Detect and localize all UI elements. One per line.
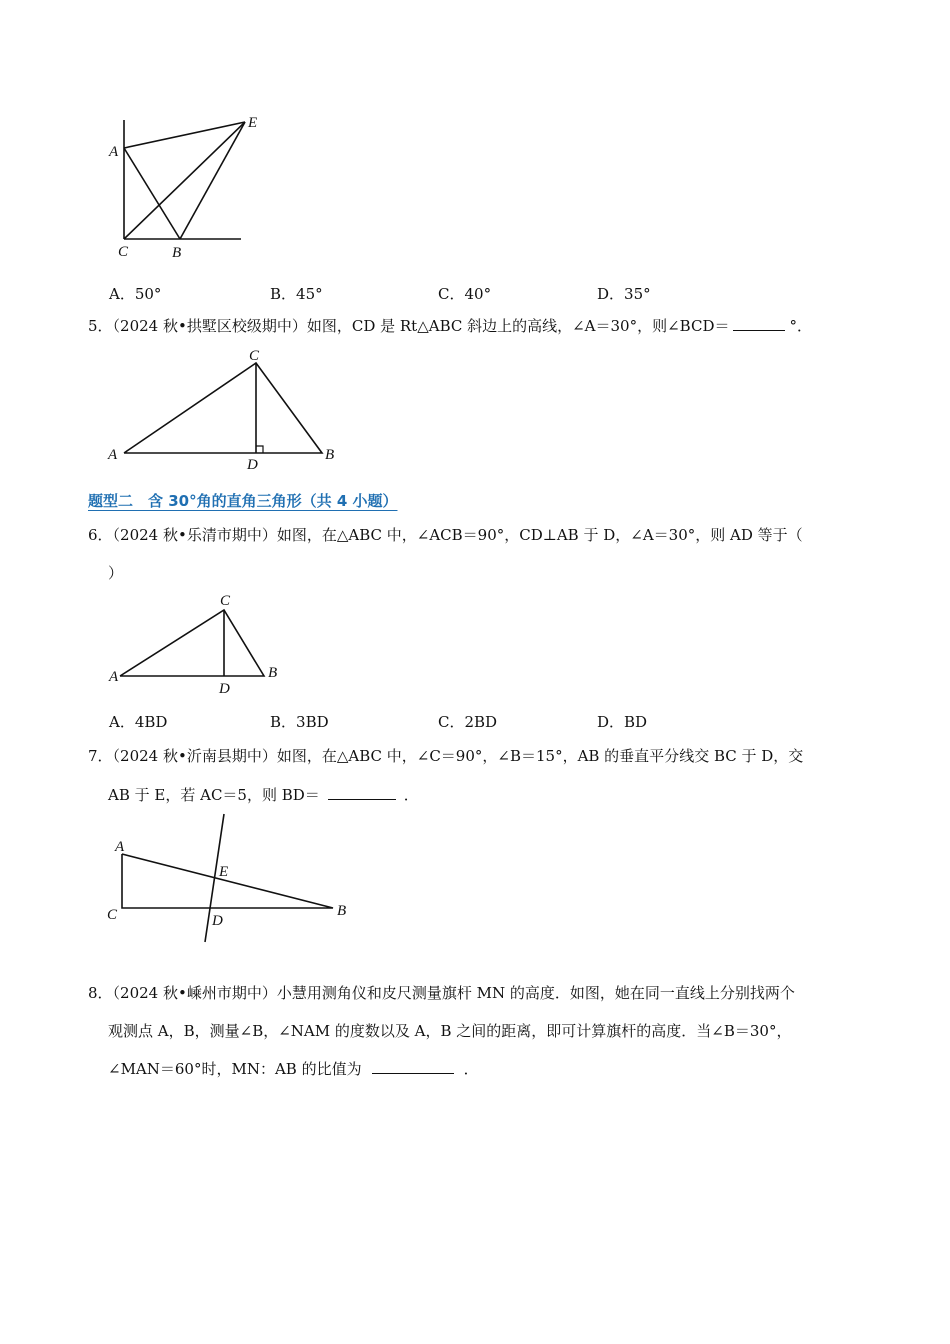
q5-figure (100, 342, 350, 474)
q6-option-b: B．3BD (270, 713, 329, 731)
q7-triangle (122, 854, 333, 908)
q5-question: 5．（2024 秋•拱墅区校级期中）如图，CD 是 Rt△ABC 斜边上的高线，∠A＝30°，则∠BCD＝ °． (88, 317, 812, 335)
q6-figure (100, 590, 290, 698)
q6-label-d: D (219, 681, 230, 697)
q7-label-c: C (107, 907, 118, 923)
q7-label-e: E (219, 864, 229, 880)
q7-question-line1 (88, 746, 803, 766)
q6-text: （2024 秋•乐清市期中）如图，在△ABC 中，∠ACB＝90°，CD⊥AB 于 D，∠A＝30°，则 AD 等于（ (112, 526, 803, 544)
q4-label-b: B (172, 245, 182, 260)
q5-label-a: A (108, 447, 118, 463)
q4-option-a: A．50° (109, 285, 162, 303)
q6-label-b: B (268, 665, 278, 681)
q6-option-d: D．BD (597, 713, 648, 731)
q5-right-angle-mark (256, 446, 263, 453)
q7-number: 7． (88, 747, 113, 765)
q7-answer-blank[interactable] (328, 785, 396, 800)
q5-number: 5． (88, 317, 113, 335)
section-heading: 题型二 含 30°角的直角三角形（共 4 小题） (88, 492, 398, 510)
q7-label-a: A (115, 839, 125, 855)
q5-triangle (124, 363, 322, 453)
q4-segment-ce (124, 122, 245, 239)
q4-option-b: B．45° (270, 285, 323, 303)
q7-text: （2024 秋•沂南县期中）如图，在△ABC 中，∠C＝90°，∠B＝15°，AB 的垂直平分线交 BC 于 D，交 (112, 747, 804, 765)
q7-label-b: B (337, 903, 347, 919)
q6-question-line2: ） (108, 564, 124, 582)
q4-option-d: D．35° (597, 285, 651, 303)
q8-answer-blank[interactable] (372, 1059, 454, 1074)
q4-label-c: C (118, 244, 129, 260)
q6-number: 6． (88, 526, 113, 544)
q6-triangle (120, 610, 264, 676)
q6-label-a: A (109, 669, 119, 685)
q4-option-c: C．40° (438, 285, 492, 303)
q6-label-c: C (220, 593, 231, 609)
q6-question-line1 (88, 525, 803, 545)
q4-label-a: A (109, 144, 119, 160)
q5-answer-blank[interactable] (733, 316, 785, 331)
q4-label-e: E (248, 115, 258, 131)
q8-text: （2024 秋•嵊州市期中）小慧用测角仪和皮尺测量旗杆 MN 的高度．如图，她在同一直线上分别找两个 (112, 984, 795, 1002)
q6-option-c: C．2BD (438, 713, 498, 731)
q5-label-b: B (325, 447, 335, 463)
q8-question-line2: 观测点 A，B，测量∠B，∠NAM 的度数以及 A，B 之间的距离，即可计算旗杆的高度．当∠B＝30°， (108, 1022, 792, 1040)
q5-label-d: D (247, 457, 258, 473)
q7-label-d: D (212, 913, 223, 929)
q4-segment-ae (124, 122, 245, 148)
q7-figure (100, 812, 360, 948)
q7-question-line2: AB 于 E，若 AC＝5，则 BD＝ ． (108, 786, 419, 804)
q6-option-a: A．4BD (109, 713, 168, 731)
q8-question-line3: ∠MAN＝60°时，MN：AB 的比值为 ． (108, 1060, 479, 1078)
q5-text: （2024 秋•拱墅区校级期中）如图，CD 是 Rt△ABC 斜边上的高线，∠A＝30°，则∠BCD＝ (112, 317, 730, 335)
q8-number: 8． (88, 984, 113, 1002)
q5-label-c: C (249, 348, 260, 364)
q4-segment-be (180, 122, 245, 239)
q4-figure (100, 110, 270, 260)
q8-question-line1 (88, 983, 795, 1003)
